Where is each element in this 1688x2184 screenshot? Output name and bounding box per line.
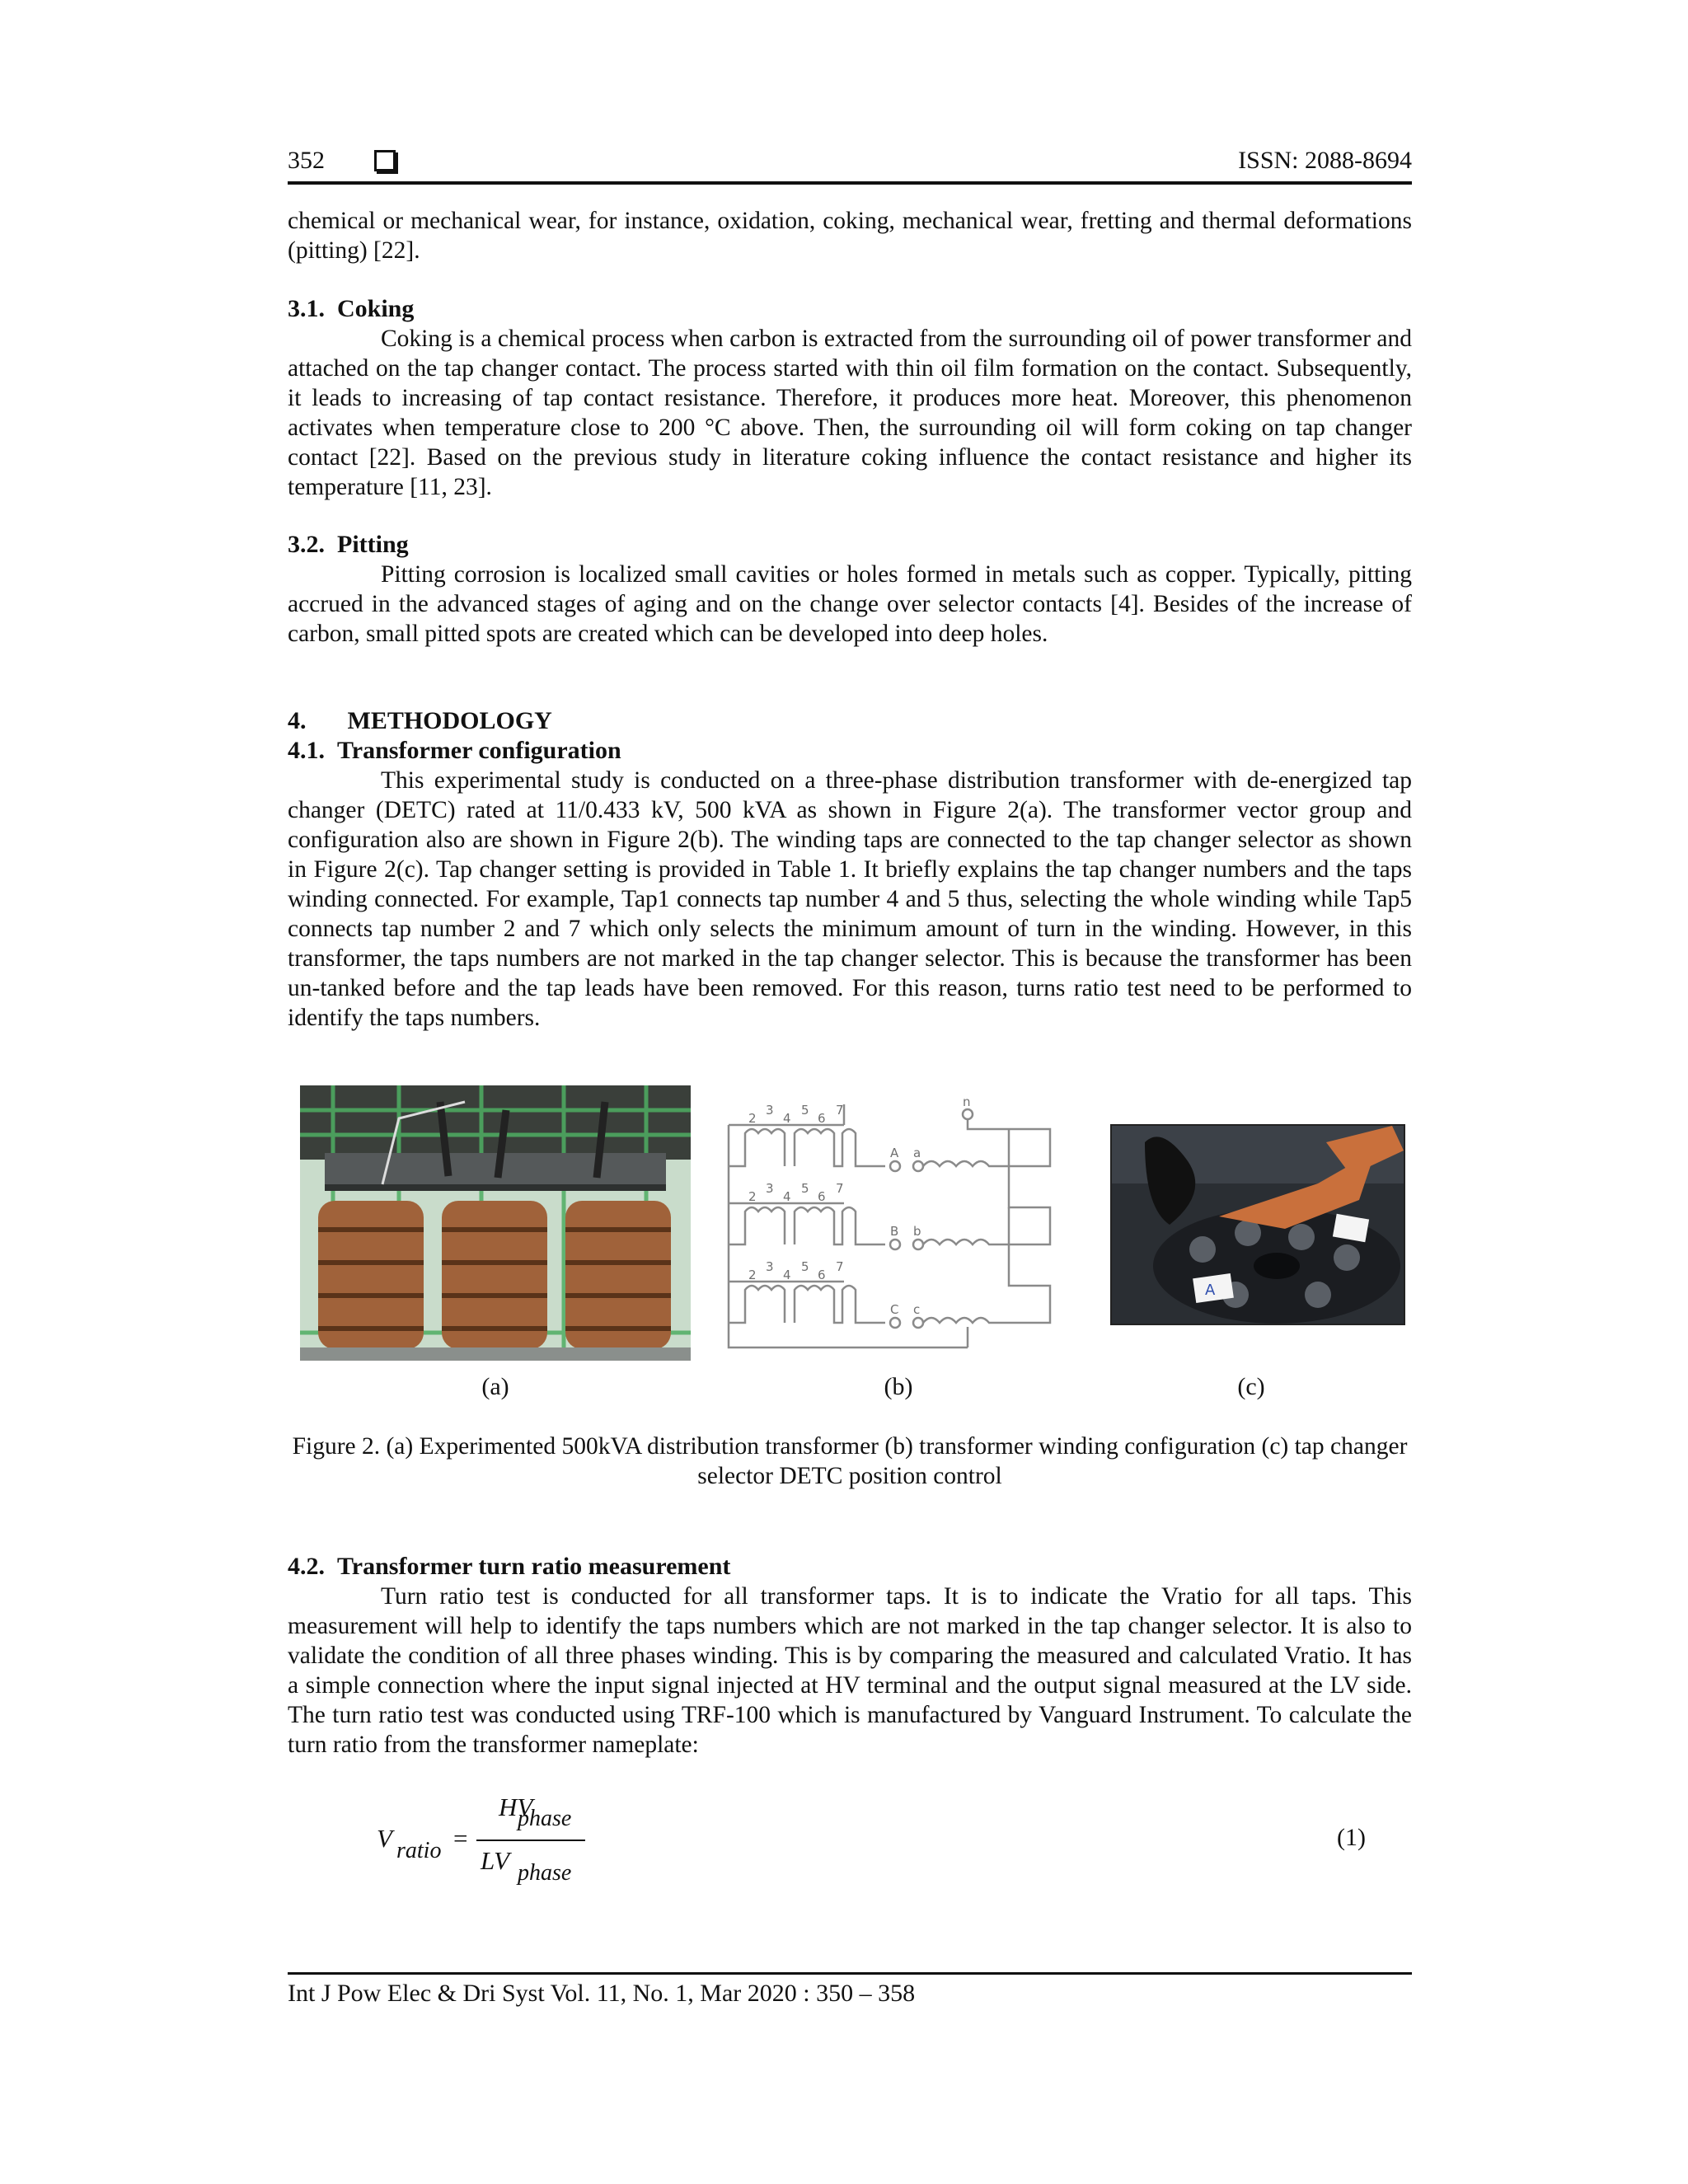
section-3-2-text: Pitting corrosion is localized small cavities or holes formed in metals such as copper. Typically, pitting accrued in the advanced stages of aging and on the change over selector contacts [4]. Besides of the increase of carbon, small pitted spots are created which can be developed into deep holes.: [288, 561, 1412, 647]
figure-2a-label: (a): [481, 1373, 509, 1400]
eq-equals: =: [453, 1824, 468, 1853]
section-3-1-text: Coking is a chemical process when carbon is extracted from the surrounding oil of power transformer and attached on the tap changer contact. The process started with thin oil film formation on the contact. Subsequently, it leads to increasing of tap contact resistance. Therefore, it produces more heat. Moreover, this phenomenon activates when temperature close to 200 °C above. Then, the surrounding oil will form coking on tap changer contact [22]. Based on the previous study in literature coking influence the contact resistance and higher its temperature [11, 23].: [288, 326, 1412, 500]
intro-paragraph: chemical or mechanical wear, for instance, oxidation, coking, mechanical wear, fretting and thermal deformations (pitting) [22].: [288, 208, 1412, 264]
section-4-heading: [288, 706, 552, 736]
tap-label: 6: [818, 1189, 826, 1204]
eq-num-sub: phase: [518, 1806, 572, 1831]
tap-label: 6: [818, 1111, 826, 1126]
checkbox-icon: [374, 150, 396, 171]
section-number: 4.1.: [288, 737, 325, 764]
section-title: Transformer turn ratio measurement: [337, 1553, 731, 1580]
section-number: 4.2.: [288, 1553, 325, 1580]
tap-label: 2: [748, 1189, 757, 1204]
tap-label: 7: [836, 1181, 844, 1196]
hv-terminal-label: C: [890, 1302, 899, 1317]
section-title: METHODOLOGY: [347, 707, 552, 734]
section-number: 4.: [288, 707, 307, 734]
tap-label: 4: [783, 1189, 791, 1204]
tap-label: 2: [748, 1268, 757, 1282]
tap-selector-illustration: [1112, 1126, 1404, 1324]
tap-label: 7: [836, 1259, 844, 1274]
figure-2c-photo: [1110, 1124, 1405, 1325]
section-4-1-text: This experimental study is conducted on a three-phase distribution transformer with de-energized tap changer (DETC) rated at 11/0.433 kV, 500 kVA as shown in Figure 2(a). The transformer vector group and configuration also are shown in Figure 2(b). The winding taps are connected to the tap changer selector as shown in Figure 2(c). Tap changer setting is provided in Table 1. It briefly explains the tap changer numbers and the taps winding connected. For example, Tap1 connects tap number 4 and 5 thus, selecting the whole winding while Tap5 connects tap number 2 and 7 which only selects the minimum amount of turn in the winding. However, in this transformer, the taps numbers are not marked in the tap changer selector. This is because the transformer has been un-tanked before and the tap leads have been removed. For this reason, turns ratio test need to be performed to identify the taps numbers.: [288, 767, 1412, 1031]
neutral-label: n: [963, 1096, 971, 1109]
footer-citation: Int J Pow Elec & Dri Syst Vol. 11, No. 1, Mar 2020 : 350 – 358: [288, 1980, 916, 2007]
eq-lhs-sub: ratio: [396, 1838, 442, 1863]
issn-label: ISSN: 2088-8694: [1238, 147, 1412, 174]
figure-2b-label: (b): [884, 1373, 913, 1400]
tap-label: 7: [836, 1103, 844, 1118]
tap-label: 3: [766, 1259, 774, 1274]
tap-label: 4: [783, 1268, 791, 1282]
hv-terminal-label: B: [890, 1224, 899, 1239]
section-number: 3.2.: [288, 531, 325, 558]
eq-den-sub: phase: [518, 1860, 572, 1886]
hv-terminal-label: A: [890, 1146, 899, 1160]
tap-label: 3: [766, 1103, 774, 1118]
tap-label: 5: [801, 1259, 809, 1274]
section-3-1-heading: [288, 294, 414, 324]
transformer-photo-illustration: [300, 1085, 691, 1361]
page-footer: [288, 1972, 1412, 2008]
tap-label: 2: [748, 1111, 757, 1126]
eq-fraction-bar: [476, 1840, 585, 1841]
tap-label: 5: [801, 1103, 809, 1118]
eq-lhs-main: V: [377, 1824, 392, 1853]
page-header: [288, 145, 1412, 185]
winding-diagram: [720, 1096, 1078, 1361]
tap-label: 4: [783, 1111, 791, 1126]
lv-terminal-label: a: [913, 1146, 921, 1160]
page-number: 352: [288, 147, 325, 174]
section-title: Pitting: [337, 531, 409, 558]
tap-label: 5: [801, 1181, 809, 1196]
selector-marker-label: A: [1205, 1282, 1216, 1299]
tap-label: 3: [766, 1181, 774, 1196]
eq-num-main: HV: [499, 1793, 533, 1821]
figure-2c-label: (c): [1237, 1373, 1265, 1400]
lv-terminal-label: b: [913, 1224, 921, 1239]
section-3-2-heading: [288, 530, 409, 560]
section-title: Transformer configuration: [337, 737, 621, 764]
figure-2a-photo: [300, 1085, 691, 1361]
lv-terminal-label: c: [913, 1302, 921, 1317]
equation-number: (1): [1337, 1824, 1366, 1851]
section-number: 3.1.: [288, 295, 325, 322]
eq-den-main: LV: [481, 1846, 510, 1875]
section-4-2-heading: [288, 1552, 730, 1582]
figure-2b-winding-diagram: [720, 1096, 1078, 1361]
tap-label: 6: [818, 1268, 826, 1282]
figure-2-caption: Figure 2. (a) Experimented 500kVA distribution transformer (b) transformer winding configuration (c) tap changer selector DETC position control: [292, 1433, 1408, 1489]
section-title: Coking: [337, 295, 415, 322]
section-4-1-heading: [288, 736, 621, 766]
section-4-2-text: Turn ratio test is conducted for all transformer taps. It is to indicate the Vratio for all taps. This measurement will help to identify the taps numbers which are not marked in the tap changer selector. It is also to validate the condition of all three phases winding. This is by comparing the measured and calculated Vratio. It has a simple connection where the input signal injected at HV terminal and the output signal measured at the LV side. The turn ratio test was conducted using TRF-100 which is manufactured by Vanguard Instrument. To calculate the turn ratio from the transformer nameplate:: [288, 1583, 1412, 1758]
